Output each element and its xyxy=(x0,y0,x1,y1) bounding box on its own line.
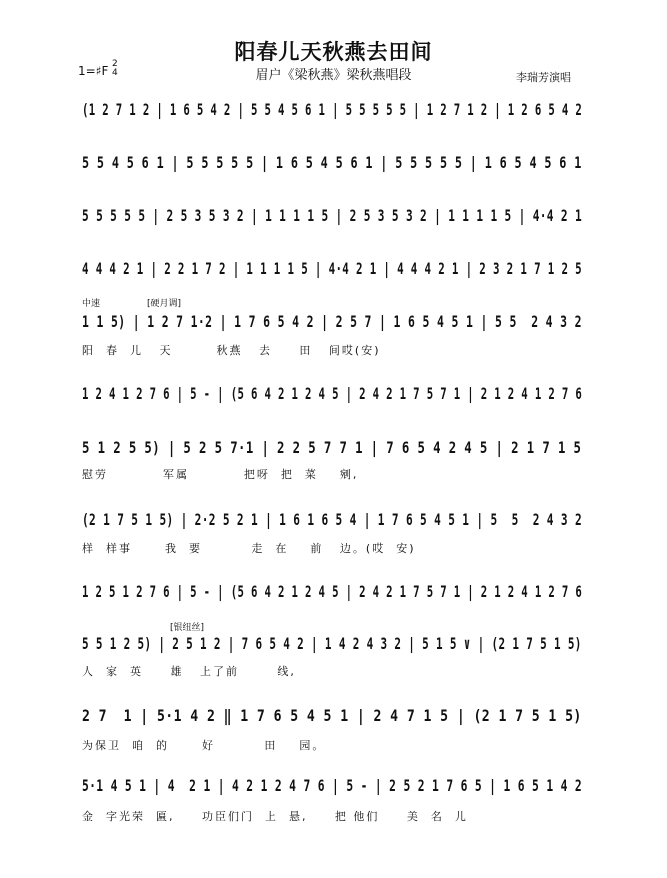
key-signature: 1=♯F xyxy=(78,64,109,78)
score-line-12 xyxy=(82,776,583,804)
notation-text: 1 2 5 1 2 7 6 | 5 - | (5 6 4 2 1 2 4 5 | 2 4 2 1 7 5 7 1 | 2 1 2 4 1 2 7 6 xyxy=(82,582,583,601)
lyrics-line: 样 样事 我 要 走 在 前 边。(哎 安) xyxy=(82,542,416,555)
tune-marking: [银纽丝] xyxy=(170,623,205,633)
score-line-11 xyxy=(82,706,582,734)
score-line-2 xyxy=(82,153,582,181)
score-line-8 xyxy=(82,510,583,538)
time-signature xyxy=(112,60,118,78)
lyrics-line: 为保卫 咱 的 好 田 园。 xyxy=(82,739,326,752)
lyrics-line: 人 家 英 雄 上了前 线, xyxy=(82,665,296,678)
score-line-3 xyxy=(82,206,583,234)
notation-text: 1 1 5) | 1 2 7 1·2 | 1 7 6 5 4 2 | 2 5 7 | 1 6 5 4 5 1 | 5 5 2 4 3 2 xyxy=(82,312,582,331)
score-line-5 xyxy=(82,312,582,340)
notation-text: 4 4 4 2 1 | 2 2 1 7 2 | 1 1 1 1 5 | 4·4 2 1 | 4 4 4 2 1 | 2 3 2 1 7 1 2 5 xyxy=(82,259,583,278)
notation-text: 5 5 4 5 6 1 | 5 5 5 5 5 | 1 6 5 4 5 6 1 | 5 5 5 5 5 | 1 6 5 4 5 6 1 xyxy=(82,153,582,172)
tune-marking: [硬月调] xyxy=(147,299,182,309)
score-line-9 xyxy=(82,582,583,610)
score-line-7 xyxy=(82,438,582,466)
lyrics-line: 金 字光荣 匾, 功臣们门 上 悬, 把 他们 美 名 儿 xyxy=(82,810,468,823)
notation-text: 5 5 1 2 5) | 2 5 1 2 | 7 6 5 4 2 | 1 4 2 4 3 2 | 5 1 5 ∨ | (2 1 7 5 1 5) xyxy=(82,634,582,653)
lyrics-line: 慰劳 军属 把呀 把 菜 剜, xyxy=(82,468,359,481)
song-title: 阳春儿天秋燕去田间 xyxy=(234,40,433,64)
lyrics-line: 阳 春 儿 天 秋燕 去 田 间哎(安) xyxy=(82,344,381,357)
notation-text: 1 2 4 1 2 7 6 | 5 - | (5 6 4 2 1 2 4 5 | 2 4 2 1 7 5 7 1 | 2 1 2 4 1 2 7 6 xyxy=(82,384,583,403)
performer: 李瑞芳演唱 xyxy=(516,71,571,84)
notation-text: (2 1 7 5 1 5) | 2·2 5 2 1 | 1 6 1 6 5 4 | 1 7 6 5 4 5 1 | 5 5 2 4 3 2 xyxy=(82,510,583,529)
score-line-4 xyxy=(82,259,583,287)
score-line-6 xyxy=(82,384,583,412)
song-subtitle: 眉户《梁秋燕》梁秋燕唱段 xyxy=(255,68,412,83)
notation-text: 2 7 1 | 5·1 4 2 ‖ 1 7 6 5 4 5 1 | 2 4 7 1 5 | (2 1 7 5 1 5) xyxy=(82,706,582,725)
notation-text: (1 2 7 1 2 | 1 6 5 4 2 | 5 5 4 5 6 1 | 5 5 5 5 5 | 1 2 7 1 2 | 1 2 6 5 4 2 xyxy=(82,100,583,119)
meter-bottom: 4 xyxy=(112,68,118,78)
notation-text: 5·1 4 5 1 | 4 2 1 | 4 2 1 2 4 7 6 | 5 - | 2 5 2 1 7 6 5 | 1 6 5 1 4 2 xyxy=(82,776,583,795)
score-line-1 xyxy=(82,100,583,128)
notation-text: 5 1 2 5 5) | 5 2 5 7·1 | 2 2 5 7 7 1 | 7 6 5 4 2 4 5 | 2 1 7 1 5 xyxy=(82,438,582,457)
score-line-10 xyxy=(82,634,582,662)
tempo-marking: 中速 xyxy=(82,299,101,309)
notation-text: 5 5 5 5 5 | 2 5 3 5 3 2 | 1 1 1 1 5 | 2 5 3 5 3 2 | 1 1 1 1 5 | 4·4 2 1 xyxy=(82,206,583,225)
meter-top: 2 xyxy=(112,59,118,69)
